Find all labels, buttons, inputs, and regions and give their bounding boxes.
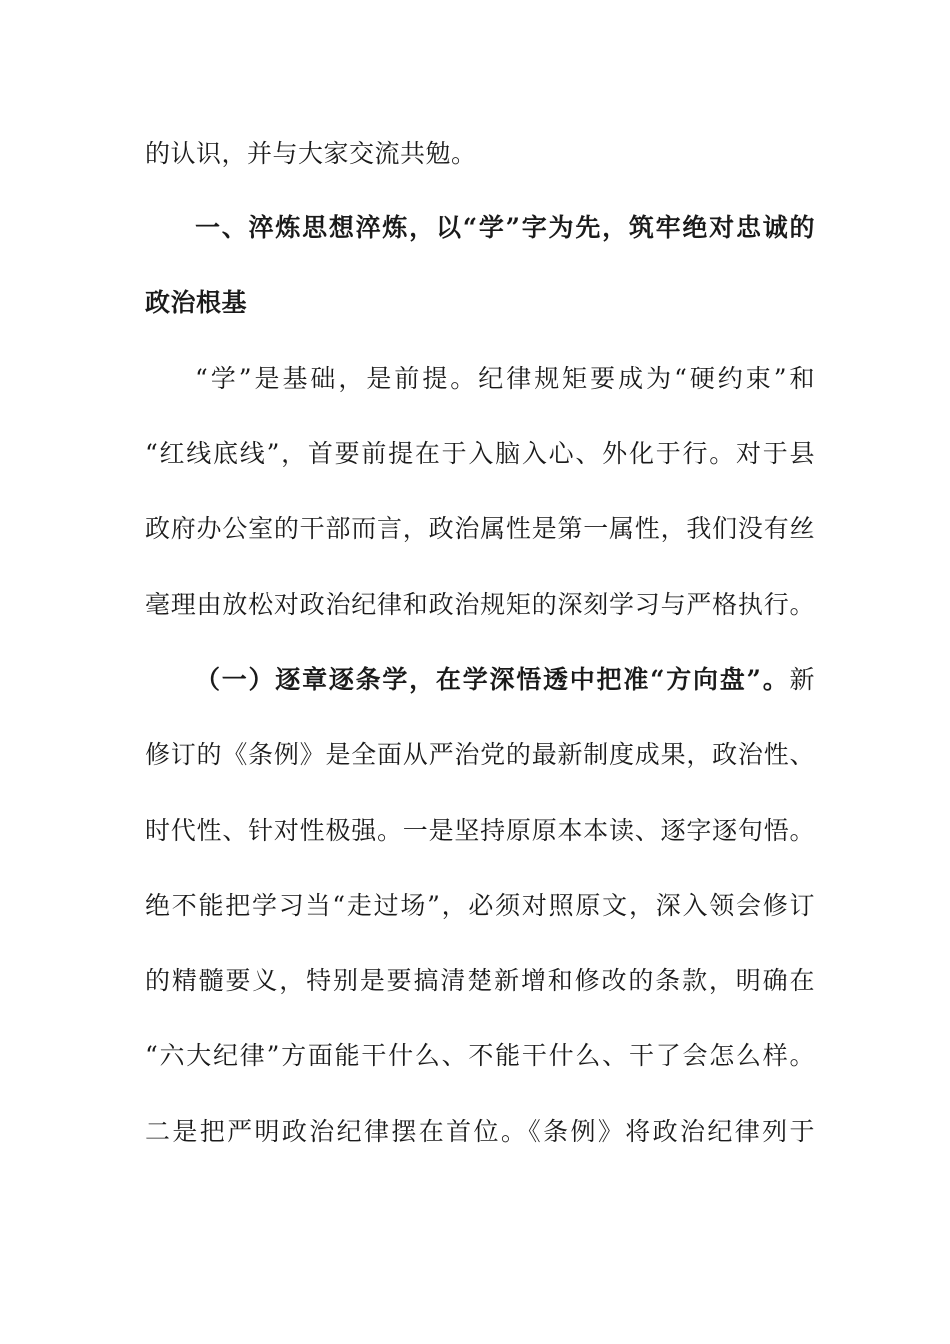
line-text: 的精髓要义，特别是要搞清楚新增和修改的条款，明确在 xyxy=(145,966,815,995)
paragraph-line xyxy=(145,589,815,621)
subsection-line xyxy=(195,664,815,696)
paragraph-line xyxy=(145,890,815,922)
paragraph-line xyxy=(145,513,815,545)
paragraph-line xyxy=(195,363,815,395)
heading-text: 政治根基 xyxy=(145,288,248,317)
paragraph-line xyxy=(145,815,815,847)
line-text: “红线底线”，首要前提在于入脑入心、外化于行。对于县 xyxy=(145,439,815,468)
section-heading-line xyxy=(145,287,815,319)
line-text: 修订的《条例》是全面从严治党的最新制度成果，政治性、 xyxy=(145,740,815,769)
line-text: “六大纪律”方面能干什么、不能干什么、干了会怎么样。 xyxy=(145,1041,815,1070)
paragraph-line xyxy=(145,965,815,997)
paragraph-line xyxy=(145,138,815,170)
line-text: 二是把严明政治纪律摆在首位。《条例》将政治纪律列于 xyxy=(145,1117,815,1146)
subsection-heading-text: （一）逐章逐条学，在学深悟透中把准“方向盘”。 xyxy=(195,665,790,694)
line-text: 绝不能把学习当“走过场”，必须对照原文，深入领会修订 xyxy=(145,891,815,920)
paragraph-line xyxy=(145,1040,815,1072)
line-text: 时代性、针对性极强。一是坚持原原本本读、逐字逐句悟。 xyxy=(145,816,815,845)
line-text: “学”是基础，是前提。纪律规矩要成为“硬约束”和 xyxy=(195,364,815,393)
paragraph-line xyxy=(145,1116,815,1148)
line-text: 毫理由放松对政治纪律和政治规矩的深刻学习与严格执行。 xyxy=(145,590,815,619)
line-text: 的认识，并与大家交流共勉。 xyxy=(145,139,477,168)
line-text: 政府办公室的干部而言，政治属性是第一属性，我们没有丝 xyxy=(145,514,815,543)
heading-text: 一、淬炼思想淬炼，以“学”字为先，筑牢绝对忠诚的 xyxy=(195,213,815,242)
section-heading-line xyxy=(195,212,815,244)
paragraph-line xyxy=(145,438,815,470)
paragraph-line xyxy=(145,739,815,771)
line-text: 新 xyxy=(789,665,815,694)
